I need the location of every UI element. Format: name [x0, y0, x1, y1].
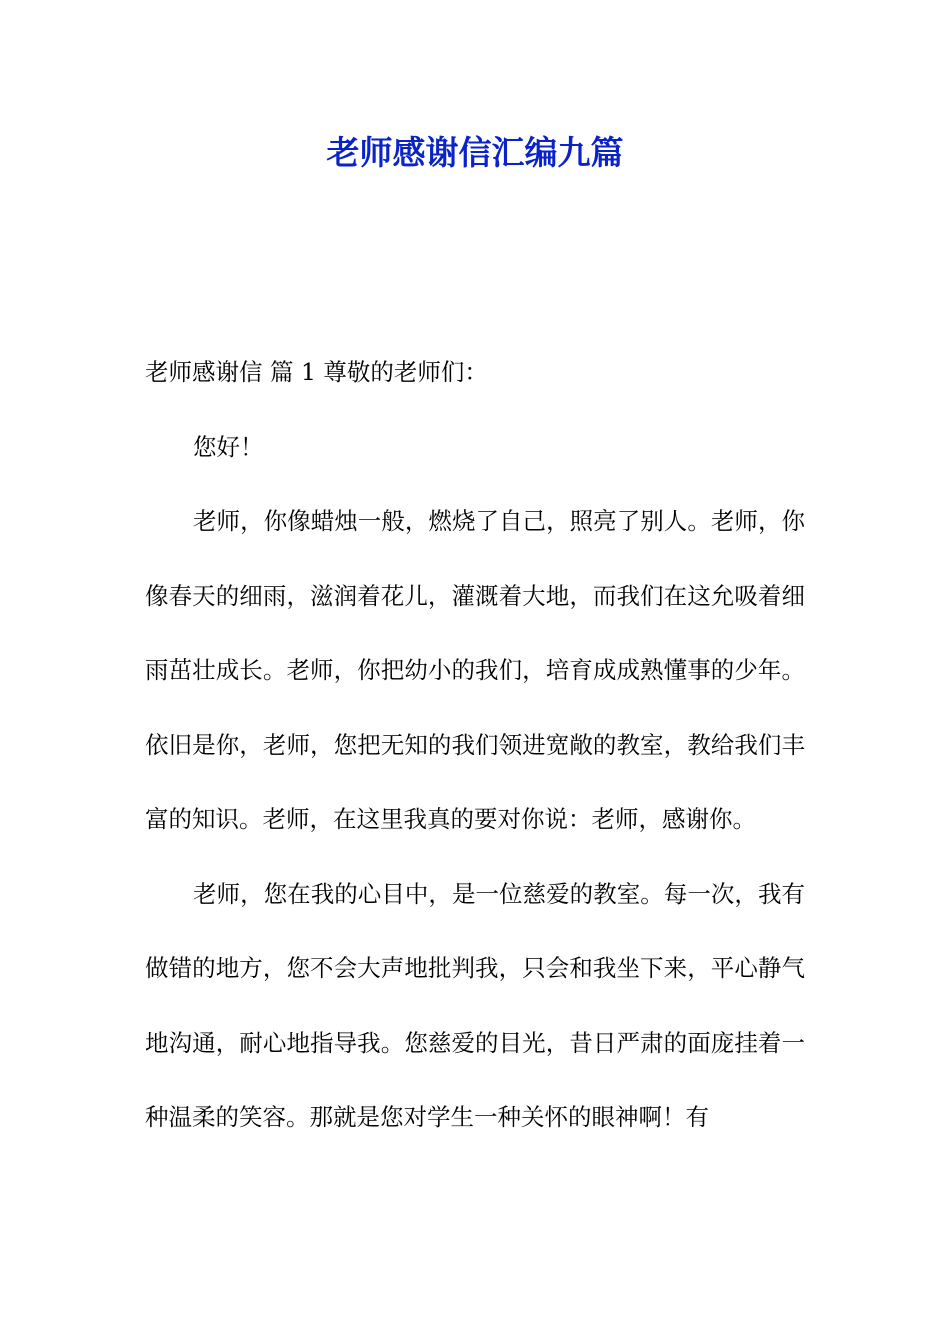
document-body [145, 335, 805, 1155]
document-title: 老师感谢信汇编九篇 [326, 133, 624, 172]
section-heading: 老师感谢信 篇 1 尊敬的老师们： [145, 358, 488, 386]
paragraph-1: 老师，你像蜡烛一般，燃烧了自己，照亮了别人。老师，你像春天的细雨，滋润着花儿，灌溉着大地，而我们在这允吸着细雨茁壮成长。老师，你把幼小的我们，培育成成熟懂事的少年。依旧是你，老师，您把无知的我们领进宽敞的教室，教给我们丰富的知识。老师，在这里我真的要对你说：老师，感谢你。 [145, 507, 805, 833]
greeting: 您好！ [193, 432, 264, 461]
paragraph-2: 老师，您在我的心目中，是一位慈爱的教室。每一次，我有做错的地方，您不会大声地批判我，只会和我坐下来，平心静气地沟通，耐心地指导我。您慈爱的目光，昔日严肃的面庞挂着一种温柔的笑容。那就是您对学生一种关怀的眼神啊！有 [145, 879, 805, 1131]
